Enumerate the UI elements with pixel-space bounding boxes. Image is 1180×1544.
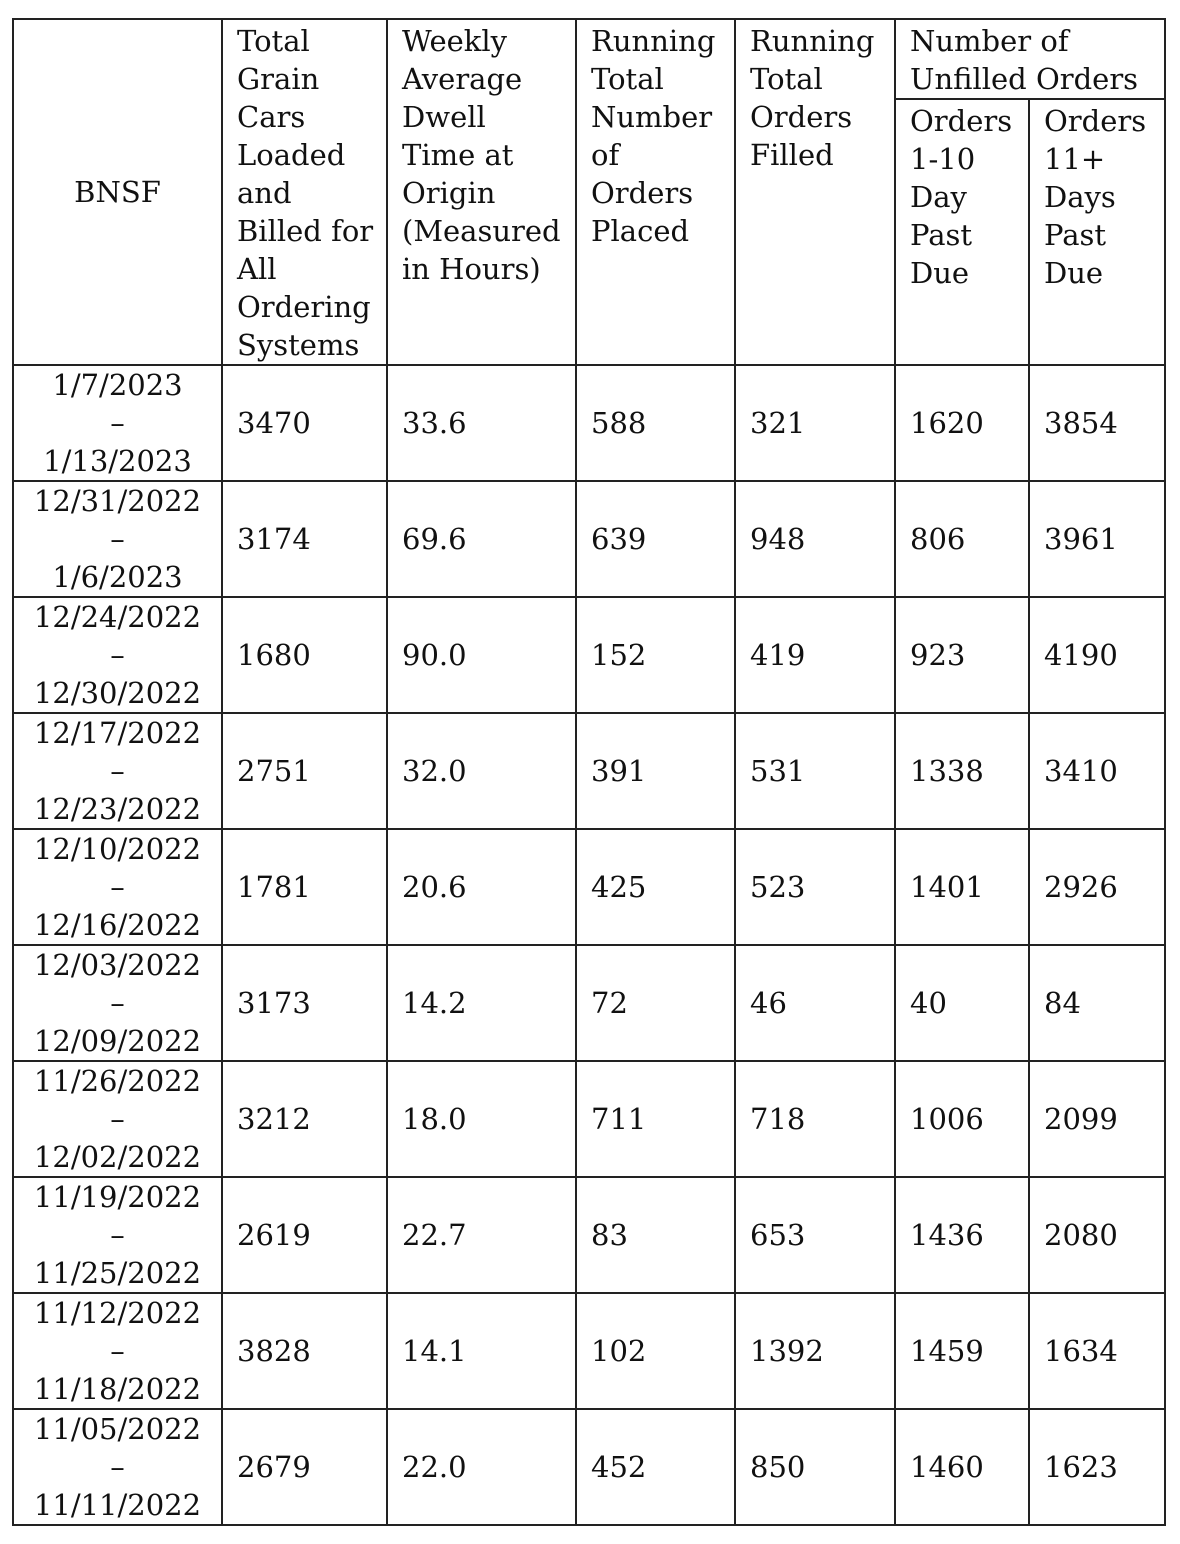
cell-dwell-time: 20.6 <box>387 829 576 945</box>
cell-unfilled-11-plus: 3961 <box>1029 481 1165 597</box>
cell-unfilled-11-plus: 3410 <box>1029 713 1165 829</box>
cell-period: 1/7/2023 – 1/13/2023 <box>13 365 222 481</box>
cell-unfilled-11-plus: 3854 <box>1029 365 1165 481</box>
cell-orders-placed: 639 <box>576 481 735 597</box>
cell-orders-placed: 152 <box>576 597 735 713</box>
cell-orders-filled: 46 <box>735 945 895 1061</box>
cell-dwell-time: 32.0 <box>387 713 576 829</box>
cell-unfilled-1-10: 1460 <box>895 1409 1029 1525</box>
cell-dwell-time: 18.0 <box>387 1061 576 1177</box>
table-row <box>13 1293 1165 1409</box>
cell-orders-filled: 531 <box>735 713 895 829</box>
header-bnsf: BNSF <box>13 19 222 365</box>
cell-period: 12/17/2022 – 12/23/2022 <box>13 713 222 829</box>
cell-orders-filled: 1392 <box>735 1293 895 1409</box>
cell-unfilled-1-10: 923 <box>895 597 1029 713</box>
cell-unfilled-11-plus: 2080 <box>1029 1177 1165 1293</box>
cell-period: 12/24/2022 – 12/30/2022 <box>13 597 222 713</box>
table-row <box>13 713 1165 829</box>
table-row <box>13 597 1165 713</box>
cell-dwell-time: 90.0 <box>387 597 576 713</box>
cell-unfilled-11-plus: 1634 <box>1029 1293 1165 1409</box>
cell-dwell-time: 69.6 <box>387 481 576 597</box>
cell-orders-placed: 711 <box>576 1061 735 1177</box>
table-row <box>13 829 1165 945</box>
cell-dwell-time: 14.2 <box>387 945 576 1061</box>
cell-unfilled-11-plus: 2099 <box>1029 1061 1165 1177</box>
table-row <box>13 1061 1165 1177</box>
table-body <box>13 365 1165 1525</box>
cell-period: 12/03/2022 – 12/09/2022 <box>13 945 222 1061</box>
cell-orders-filled: 321 <box>735 365 895 481</box>
cell-orders-filled: 850 <box>735 1409 895 1525</box>
header-unfilled-orders: Number of Unfilled Orders <box>895 19 1165 99</box>
cell-unfilled-1-10: 1620 <box>895 365 1029 481</box>
table-row <box>13 945 1165 1061</box>
cell-unfilled-11-plus: 1623 <box>1029 1409 1165 1525</box>
header-weekly-dwell: Weekly Average Dwell Time at Origin (Measured in Hours) <box>387 19 576 365</box>
cell-period: 12/31/2022 – 1/6/2023 <box>13 481 222 597</box>
cell-unfilled-1-10: 1436 <box>895 1177 1029 1293</box>
cell-orders-placed: 391 <box>576 713 735 829</box>
cell-orders-filled: 419 <box>735 597 895 713</box>
cell-unfilled-1-10: 40 <box>895 945 1029 1061</box>
cell-grain-cars: 2751 <box>222 713 387 829</box>
cell-orders-placed: 83 <box>576 1177 735 1293</box>
cell-orders-placed: 452 <box>576 1409 735 1525</box>
cell-grain-cars: 3470 <box>222 365 387 481</box>
cell-dwell-time: 33.6 <box>387 365 576 481</box>
cell-orders-placed: 102 <box>576 1293 735 1409</box>
cell-orders-placed: 72 <box>576 945 735 1061</box>
cell-orders-placed: 425 <box>576 829 735 945</box>
cell-period: 12/10/2022 – 12/16/2022 <box>13 829 222 945</box>
cell-period: 11/26/2022 – 12/02/2022 <box>13 1061 222 1177</box>
table-row <box>13 1177 1165 1293</box>
cell-period: 11/19/2022 – 11/25/2022 <box>13 1177 222 1293</box>
cell-grain-cars: 3173 <box>222 945 387 1061</box>
cell-grain-cars: 1781 <box>222 829 387 945</box>
cell-dwell-time: 22.0 <box>387 1409 576 1525</box>
cell-dwell-time: 14.1 <box>387 1293 576 1409</box>
cell-grain-cars: 2679 <box>222 1409 387 1525</box>
cell-grain-cars: 1680 <box>222 597 387 713</box>
header-unfilled-1-10: Orders 1-10 Day Past Due <box>895 99 1029 365</box>
cell-period: 11/12/2022 – 11/18/2022 <box>13 1293 222 1409</box>
cell-grain-cars: 3212 <box>222 1061 387 1177</box>
cell-unfilled-11-plus: 2926 <box>1029 829 1165 945</box>
cell-unfilled-1-10: 806 <box>895 481 1029 597</box>
header-total-grain-cars: Total Grain Cars Loaded and Billed for All Ordering Systems <box>222 19 387 365</box>
cell-unfilled-1-10: 1401 <box>895 829 1029 945</box>
grain-car-table <box>12 18 1166 1526</box>
header-orders-filled: Running Total Orders Filled <box>735 19 895 365</box>
cell-unfilled-11-plus: 84 <box>1029 945 1165 1061</box>
cell-unfilled-1-10: 1006 <box>895 1061 1029 1177</box>
header-orders-placed: Running Total Number of Orders Placed <box>576 19 735 365</box>
table-row <box>13 1409 1165 1525</box>
cell-unfilled-11-plus: 4190 <box>1029 597 1165 713</box>
cell-orders-filled: 523 <box>735 829 895 945</box>
cell-dwell-time: 22.7 <box>387 1177 576 1293</box>
cell-grain-cars: 3174 <box>222 481 387 597</box>
header-unfilled-11-plus: Orders 11+ Days Past Due <box>1029 99 1165 365</box>
cell-orders-filled: 948 <box>735 481 895 597</box>
header-row-top <box>13 19 1165 99</box>
cell-period: 11/05/2022 – 11/11/2022 <box>13 1409 222 1525</box>
cell-unfilled-1-10: 1459 <box>895 1293 1029 1409</box>
table-row <box>13 365 1165 481</box>
cell-orders-placed: 588 <box>576 365 735 481</box>
cell-grain-cars: 2619 <box>222 1177 387 1293</box>
cell-unfilled-1-10: 1338 <box>895 713 1029 829</box>
cell-grain-cars: 3828 <box>222 1293 387 1409</box>
grain-car-table-container <box>12 18 1164 1526</box>
table-row <box>13 481 1165 597</box>
cell-orders-filled: 653 <box>735 1177 895 1293</box>
cell-orders-filled: 718 <box>735 1061 895 1177</box>
